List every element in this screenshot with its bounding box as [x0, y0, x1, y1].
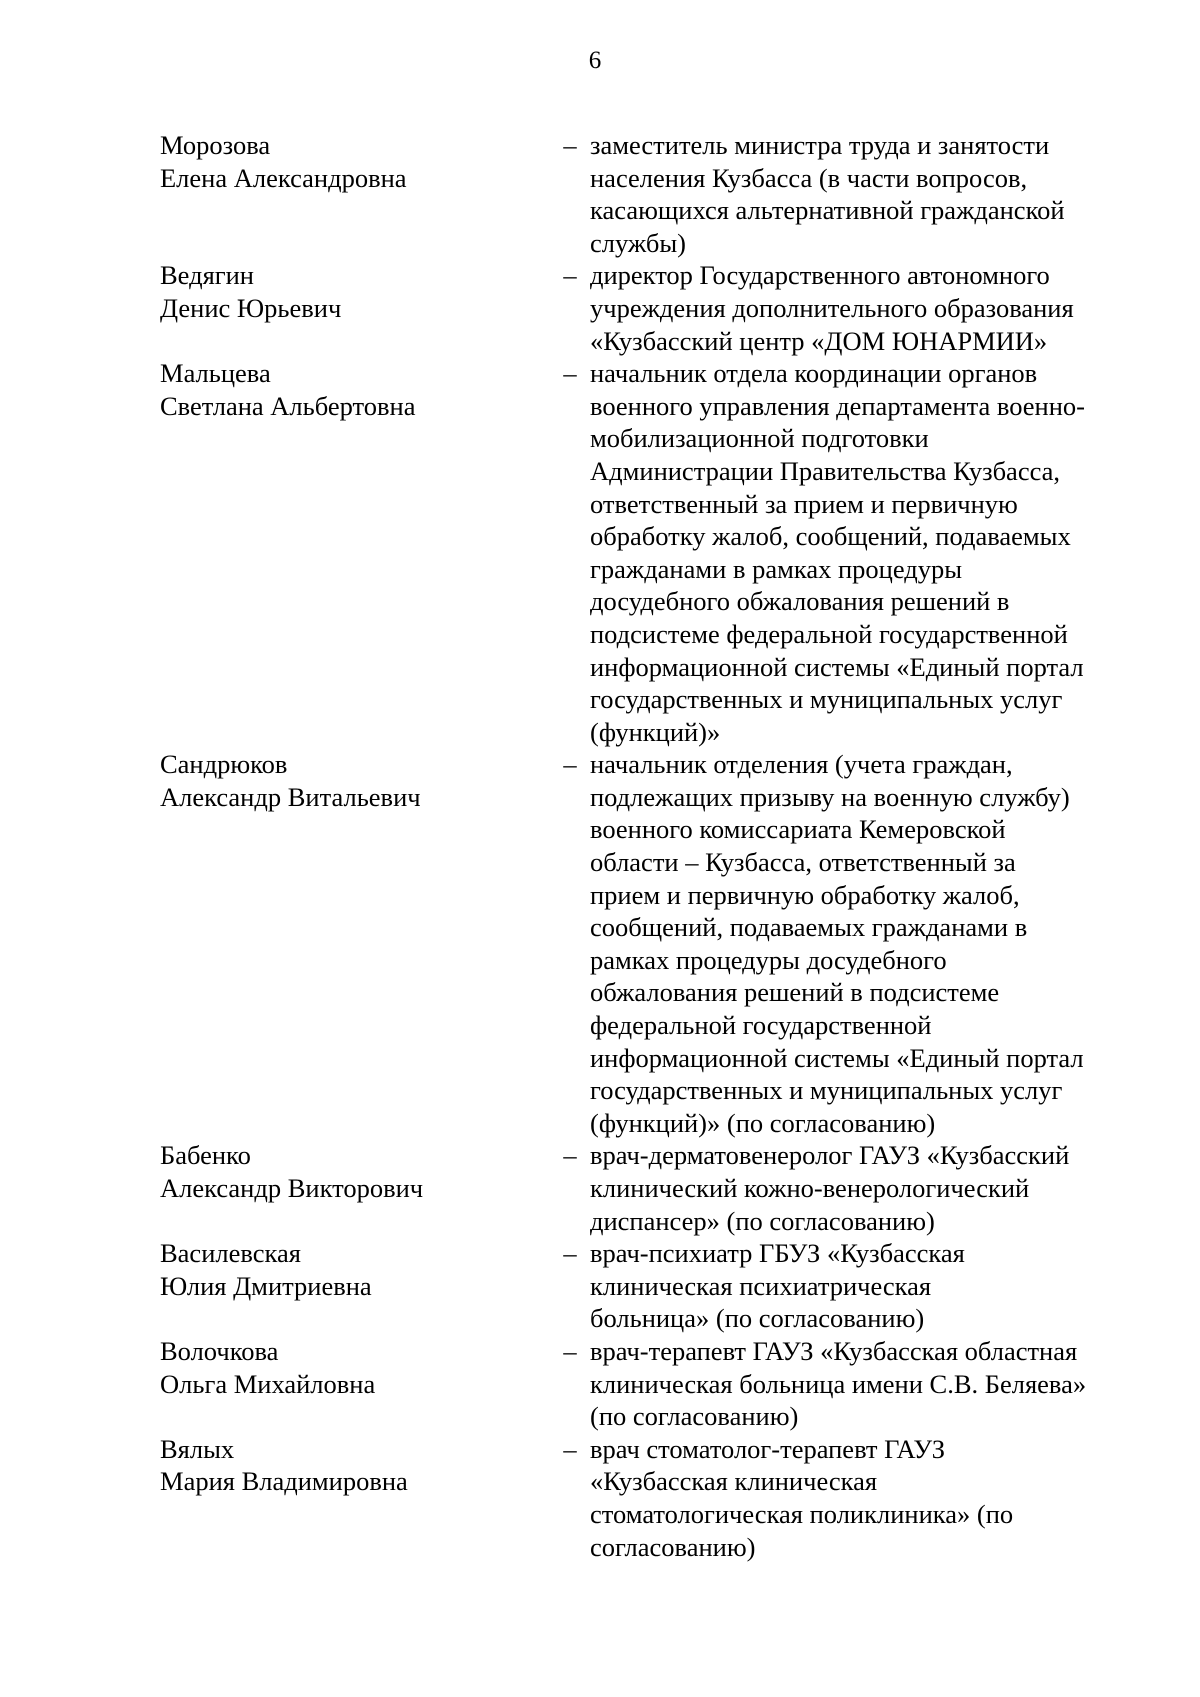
- member-entry: [160, 357, 1120, 748]
- role-line: врач-психиатр ГБУЗ «Кузбасская: [590, 1238, 965, 1269]
- role-line: врач стоматолог-терапевт ГАУЗ: [590, 1433, 946, 1464]
- role-line: учреждения дополнительного образования: [590, 292, 1074, 323]
- member-given-names: Ольга Михайловна: [160, 1368, 376, 1399]
- role-line: больница» (по согласованию): [590, 1303, 925, 1334]
- member-role: [590, 1335, 1120, 1433]
- member-dash: –: [563, 130, 577, 160]
- member-surname: Сандрюков: [160, 749, 288, 780]
- role-line: обжалования решений в подсистеме: [590, 977, 1000, 1008]
- role-line: прием и первичную обработку жалоб,: [590, 879, 1020, 910]
- member-dash: –: [563, 358, 577, 389]
- role-line: федеральной государственной: [590, 1010, 932, 1041]
- role-line: обработку жалоб, сообщений, подаваемых: [590, 521, 1071, 552]
- role-line: диспансер» (по согласованию): [590, 1205, 935, 1236]
- role-line: (функций)» (по согласованию): [590, 1107, 936, 1138]
- role-line: сообщений, подаваемых гражданами в: [590, 912, 1028, 943]
- role-line: информационной системы «Единый портал: [590, 651, 1084, 682]
- role-line: (по согласованию): [590, 1401, 799, 1432]
- member-role: [590, 357, 1120, 748]
- member-given-names: Елена Александровна: [160, 162, 407, 193]
- member-name: [160, 1237, 550, 1335]
- member-surname: Ведягин: [160, 260, 254, 291]
- member-surname: Бабенко: [160, 1140, 251, 1171]
- role-line: клиническая больница имени С.В. Беляева»: [590, 1368, 1087, 1399]
- member-given-names: Александр Витальевич: [160, 781, 421, 812]
- member-given-names: Денис Юрьевич: [160, 292, 342, 323]
- role-line: государственных и муниципальных услуг: [590, 1075, 1063, 1106]
- member-surname: Мальцева: [160, 358, 271, 389]
- role-line: информационной системы «Единый портал: [590, 1042, 1084, 1073]
- member-dash: –: [563, 1433, 577, 1464]
- member-given-names: Мария Владимировна: [160, 1466, 408, 1497]
- member-role: [590, 1433, 1120, 1563]
- member-name: [160, 357, 550, 748]
- member-surname: Василевская: [160, 1238, 301, 1269]
- member-name: [160, 129, 550, 259]
- role-line: государственных и муниципальных услуг: [590, 684, 1063, 715]
- role-line: директор Государственного автономного: [590, 260, 1050, 291]
- member-entry: [160, 1237, 1120, 1335]
- role-line: врач-терапевт ГАУЗ «Кузбасская областная: [590, 1335, 1078, 1366]
- member-surname: Морозова: [160, 130, 271, 160]
- role-line: «Кузбасский центр «ДОМ ЮНАРМИИ»: [590, 325, 1048, 356]
- role-line: стоматологическая поликлиника» (по: [590, 1498, 1014, 1529]
- role-line: согласованию): [590, 1531, 756, 1562]
- role-line: клинический кожно-венерологический: [590, 1173, 1030, 1203]
- role-line: досудебного обжалования решений в: [590, 586, 1010, 617]
- member-dash: –: [563, 260, 577, 291]
- member-role: [590, 129, 1120, 259]
- role-line: рамках процедуры досудебного: [590, 944, 947, 975]
- role-line: «Кузбасская клиническая: [590, 1466, 878, 1497]
- member-entry: [160, 1139, 1120, 1237]
- member-dash: –: [563, 749, 577, 780]
- role-line: касающихся альтернативной гражданской: [590, 195, 1065, 226]
- role-line: клиническая психиатрическая: [590, 1270, 932, 1301]
- member-name: [160, 1139, 550, 1237]
- role-line: населения Кузбасса (в части вопросов,: [590, 162, 1028, 193]
- member-dash: –: [563, 1238, 577, 1269]
- member-surname: Волочкова: [160, 1335, 279, 1366]
- member-dash: –: [563, 1335, 577, 1366]
- member-role: [590, 1237, 1120, 1335]
- role-line: заместитель министра труда и занятости: [590, 130, 1050, 160]
- member-given-names: Александр Викторович: [160, 1173, 424, 1203]
- role-line: врач-дерматовенеролог ГАУЗ «Кузбасский: [590, 1140, 1070, 1171]
- member-name: [160, 1433, 550, 1563]
- member-dash: –: [563, 1140, 577, 1171]
- role-line: службы): [590, 227, 686, 258]
- member-entry: [160, 259, 1120, 357]
- member-list: [160, 129, 1120, 1563]
- member-entry: [160, 1433, 1120, 1563]
- role-line: начальник отдела координации органов: [590, 358, 1038, 389]
- member-role: [590, 748, 1120, 1139]
- role-line: военного управления департамента военно-: [590, 390, 1085, 421]
- page-number: 6: [588, 47, 602, 74]
- member-entry: [160, 748, 1120, 1139]
- member-name: [160, 1335, 550, 1433]
- role-line: мобилизационной подготовки: [590, 423, 929, 454]
- role-line: начальник отделения (учета граждан,: [590, 749, 1013, 780]
- role-line: ответственный за прием и первичную: [590, 488, 1018, 519]
- role-line: Администрации Правительства Кузбасса,: [590, 455, 1061, 486]
- member-surname: Вялых: [160, 1433, 235, 1464]
- role-line: (функций)»: [590, 716, 721, 747]
- member-role: [590, 1139, 1120, 1237]
- role-line: гражданами в рамках процедуры: [590, 553, 963, 584]
- member-entry: [160, 1335, 1120, 1433]
- member-given-names: Светлана Альбертовна: [160, 390, 416, 421]
- member-name: [160, 748, 550, 1139]
- member-entry: [160, 129, 1120, 259]
- member-given-names: Юлия Дмитриевна: [160, 1270, 372, 1301]
- role-line: военного комиссариата Кемеровской: [590, 814, 1006, 845]
- role-line: области – Кузбасса, ответственный за: [590, 847, 1016, 878]
- role-line: подлежащих призыву на военную службу): [590, 781, 1070, 812]
- member-name: [160, 259, 550, 357]
- member-role: [590, 259, 1120, 357]
- role-line: подсистеме федеральной государственной: [590, 618, 1068, 649]
